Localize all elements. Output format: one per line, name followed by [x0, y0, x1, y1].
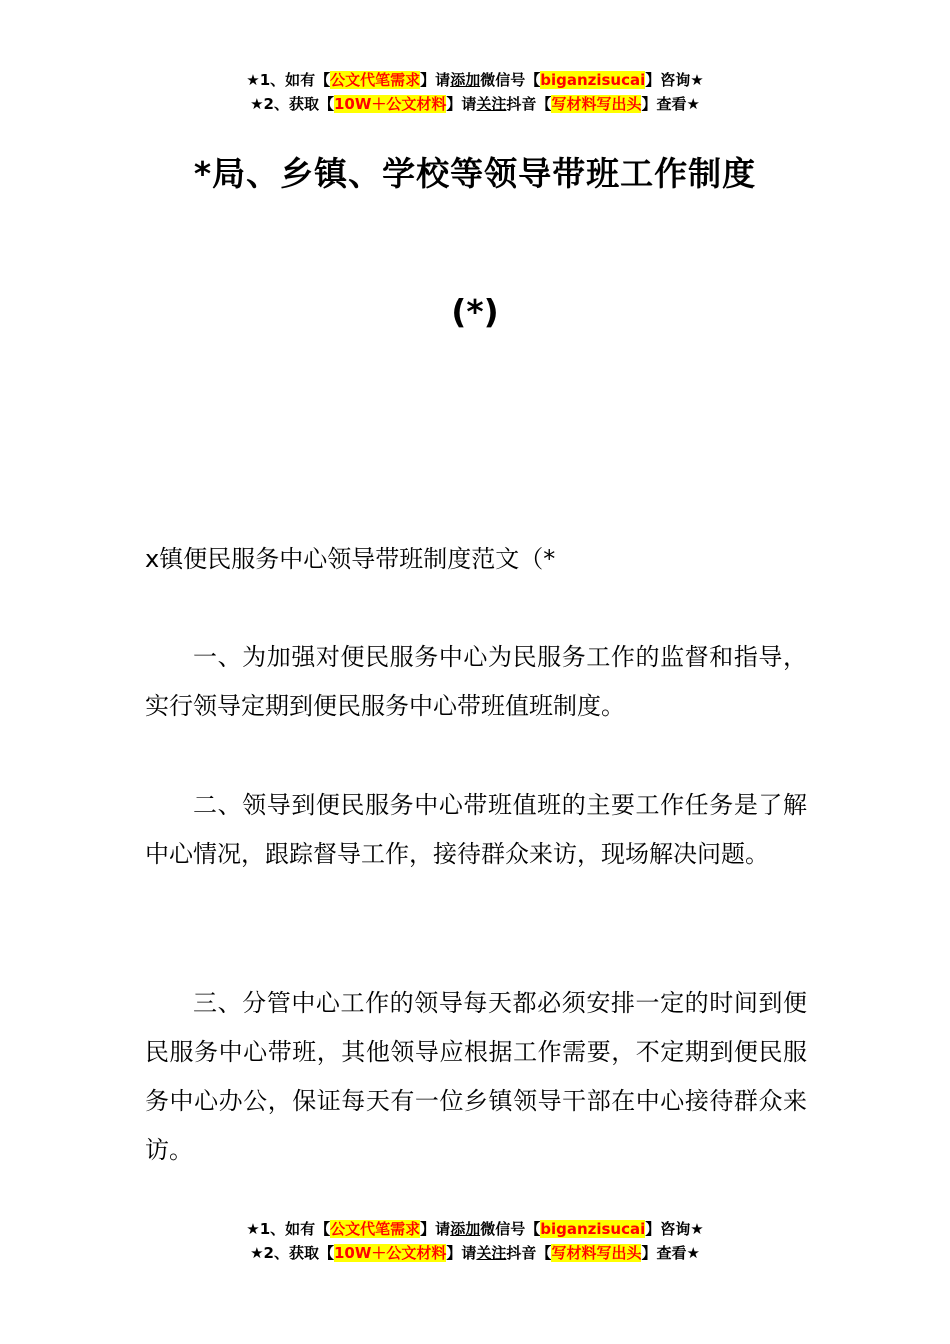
banner-text: ★1、如有【	[246, 1220, 331, 1238]
banner-text: 微信号【	[480, 1220, 541, 1238]
document-title: *局、乡镇、学校等领导带班工作制度	[193, 154, 757, 193]
banner-text: 】请	[446, 1244, 477, 1262]
banner-text: 】请	[446, 95, 477, 113]
banner-text: 】查看★	[641, 1244, 700, 1262]
banner-underline: 添加	[450, 71, 481, 89]
banner-text: 抖音【	[506, 95, 552, 113]
intro-line: x镇便民服务中心领导带班制度范文（*	[145, 545, 556, 573]
banner-line-2	[0, 1241, 950, 1265]
banner-text: ★2、获取【	[250, 1244, 334, 1262]
paragraph-3	[145, 979, 807, 1175]
banner-highlight: 公文代笔需求	[330, 71, 421, 89]
banner-highlight: 10W＋公文材料	[333, 95, 447, 113]
banner-line-1	[0, 68, 950, 92]
banner-highlight: 公文代笔需求	[330, 1220, 421, 1238]
banner-underline: 关注	[476, 95, 507, 113]
banner-wechat-id: biganzisucai	[540, 1220, 646, 1238]
banner-douyin-id: 写材料写出头	[551, 1244, 642, 1262]
banner-douyin-id: 写材料写出头	[551, 95, 642, 113]
banner-text: 微信号【	[480, 71, 541, 89]
banner-highlight: 10W＋公文材料	[333, 1244, 447, 1262]
banner-line-1	[0, 1217, 950, 1241]
paragraph-text: 一、为加强对便民服务中心为民服务工作的监督和指导，实行领导定期到便民服务中心带班值班制度。	[145, 643, 807, 720]
banner-text: 】请	[420, 1220, 451, 1238]
paragraph-2	[145, 781, 807, 879]
banner-line-2	[0, 92, 950, 116]
banner-text: ★2、获取【	[250, 95, 334, 113]
banner-wechat-id: biganzisucai	[540, 71, 646, 89]
paragraph-1	[145, 633, 807, 731]
banner-text: 】查看★	[641, 95, 700, 113]
paragraph-text: 二、领导到便民服务中心带班值班的主要工作任务是了解中心情况，跟踪督导工作，接待群众来访，现场解决问题。	[145, 791, 807, 868]
paragraph-text: 三、分管中心工作的领导每天都必须安排一定的时间到便民服务中心带班，其他领导应根据工作需要，不定期到便民服务中心办公，保证每天有一位乡镇领导干部在中心接待群众来访。	[145, 989, 807, 1164]
banner-text: 】咨询★	[645, 1220, 704, 1238]
banner-text: ★1、如有【	[246, 71, 331, 89]
banner-underline: 添加	[450, 1220, 481, 1238]
header-banner	[0, 68, 950, 116]
banner-text: 抖音【	[506, 1244, 552, 1262]
footer-banner	[0, 1217, 950, 1265]
document-subtitle: (*)	[451, 292, 499, 331]
banner-underline: 关注	[476, 1244, 507, 1262]
banner-text: 】请	[420, 71, 451, 89]
banner-text: 】咨询★	[645, 71, 704, 89]
